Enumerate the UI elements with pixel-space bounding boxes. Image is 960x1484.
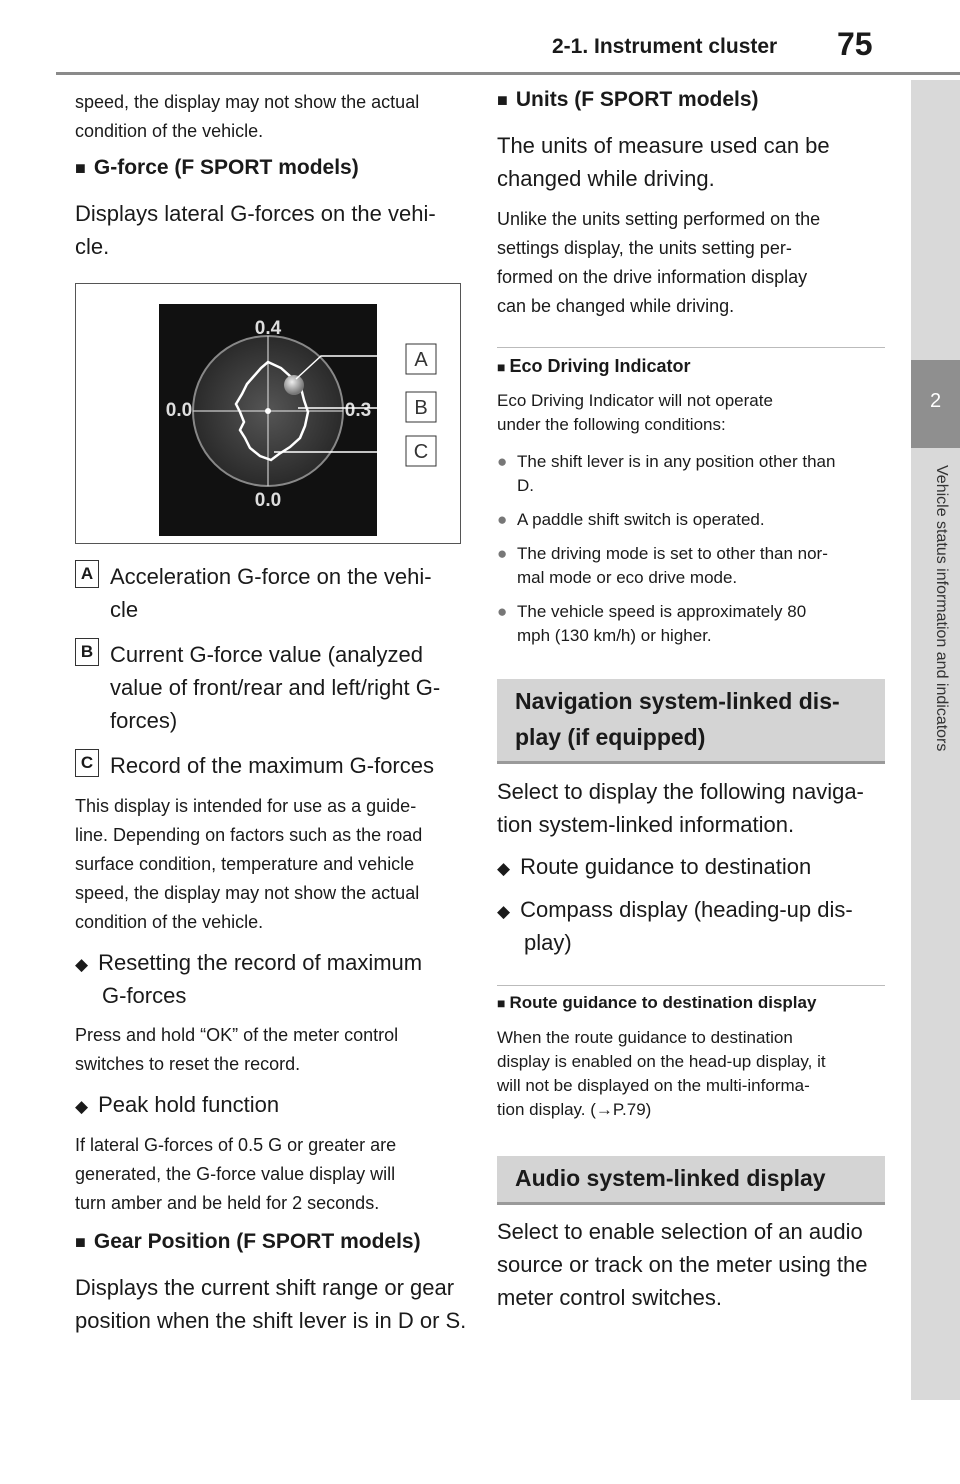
reset-heading-2: G-forces <box>102 983 187 1008</box>
route-heading: ■ Route guidance to destination display <box>497 993 816 1013</box>
units-note-1: Unlike the units setting performed on the <box>497 209 821 229</box>
peak-text-1: If lateral G-forces of 0.5 G or greater are <box>75 1135 397 1155</box>
units-note-3: formed on the drive information display <box>497 267 808 287</box>
nav-desc-2: tion system-linked information. <box>497 812 795 837</box>
gear-desc-1: Displays the current shift range or gear <box>75 1275 455 1300</box>
divider-route <box>497 985 885 986</box>
callout-c: C <box>413 441 429 463</box>
legend-key-b: B <box>75 638 99 666</box>
gear-desc-2: position when the shift lever is in D or S. <box>75 1308 467 1333</box>
gforce-figure <box>75 283 461 544</box>
figure-bottom-value: 0.0 <box>254 490 282 511</box>
legend-key-c: C <box>75 749 99 777</box>
note-line-5: condition of the vehicle. <box>75 912 264 932</box>
gforce-desc-2: cle. <box>75 234 110 259</box>
page-number: 75 <box>837 26 873 62</box>
route-text-1: When the route guidance to destination <box>497 1028 793 1047</box>
legend-b-line-3: forces) <box>110 708 178 733</box>
legend-key-a: A <box>75 560 99 588</box>
audio-title: Audio system-linked display <box>515 1165 826 1191</box>
reset-text-1: Press and hold “OK” of the meter control <box>75 1025 399 1045</box>
audio-desc-2: source or track on the meter using the <box>497 1252 868 1277</box>
figure-right-value: 0.3 <box>344 400 372 421</box>
eco-heading: ■ Eco Driving Indicator <box>497 356 691 377</box>
eco-bullet-1: ● The shift lever is in any position other than D. <box>497 450 907 498</box>
callout-a: A <box>414 349 428 371</box>
reset-text-2: switches to reset the record. <box>75 1054 301 1074</box>
legend-b-line-1: Current G-force value (analyzed <box>110 642 424 667</box>
peak-heading: ◆ Peak hold function <box>75 1088 279 1123</box>
legend-c-line-1: Record of the maximum G-forces <box>110 753 434 778</box>
audio-desc-1: Select to enable selection of an audio <box>497 1219 863 1244</box>
gforce-display-illustration <box>76 284 460 543</box>
units-desc-1: The units of measure used can be <box>497 133 830 158</box>
eco-text-1: Eco Driving Indicator will not operate <box>497 391 773 410</box>
chapter-label: Vehicle status information and indicators <box>933 465 950 752</box>
note-line-3: surface condition, temperature and vehicle <box>75 854 415 874</box>
route-text-2: display is enabled on the head-up display, it <box>497 1052 826 1071</box>
audio-desc-3: meter control switches. <box>497 1285 722 1310</box>
header-rule <box>56 72 960 75</box>
gear-heading: ■ Gear Position (F SPORT models) <box>75 1230 421 1254</box>
callout-b: B <box>414 397 428 419</box>
nav-item-compass-2: play) <box>524 930 572 955</box>
nav-item-route: ◆ Route guidance to destination <box>497 850 811 885</box>
divider-eco <box>497 347 885 348</box>
nav-title-2: play (if equipped) <box>515 724 706 750</box>
eco-bullet-2: ● A paddle shift switch is operated. <box>497 508 907 532</box>
nav-title-1: Navigation system-linked dis- <box>515 688 840 714</box>
units-note-4: can be changed while driving. <box>497 296 735 316</box>
chapter-number: 2 <box>929 390 942 412</box>
intro-line-2: condition of the vehicle. <box>75 121 264 141</box>
figure-top-value: 0.4 <box>254 318 282 339</box>
route-text-4: tion display. (→P.79) <box>497 1100 652 1119</box>
figure-left-value: 0.0 <box>165 400 193 421</box>
route-text-3: will not be displayed on the multi-informa- <box>497 1076 810 1095</box>
section-title: 2-1. Instrument cluster <box>552 35 778 58</box>
gforce-heading: ■ G-force (F SPORT models) <box>75 156 359 180</box>
units-desc-2: changed while driving. <box>497 166 715 191</box>
legend-b-line-2: value of front/rear and left/right G- <box>110 675 441 700</box>
note-line-1: This display is intended for use as a guide- <box>75 796 417 816</box>
peak-text-2: generated, the G-force value display will <box>75 1164 396 1184</box>
gforce-desc-1: Displays lateral G-forces on the vehi- <box>75 201 436 226</box>
nav-desc-1: Select to display the following naviga- <box>497 779 864 804</box>
legend-a-line-1: Acceleration G-force on the vehi- <box>110 564 432 589</box>
units-note-2: settings display, the units setting per- <box>497 238 792 258</box>
note-line-4: speed, the display may not show the actual <box>75 883 420 903</box>
eco-text-2: under the following conditions: <box>497 415 726 434</box>
units-heading: ■ Units (F SPORT models) <box>497 88 759 112</box>
eco-bullet-3: ● The driving mode is set to other than nor- mal mode or eco drive mode. <box>497 542 907 590</box>
reset-heading: ◆ Resetting the record of maximum <box>75 946 422 981</box>
note-line-2: line. Depending on factors such as the road <box>75 825 423 845</box>
peak-text-3: turn amber and be held for 2 seconds. <box>75 1193 380 1213</box>
nav-item-compass: ◆ Compass display (heading-up dis- <box>497 893 853 928</box>
intro-line-1: speed, the display may not show the actual <box>75 92 420 112</box>
legend-a-line-2: cle <box>110 597 139 622</box>
eco-bullet-4: ● The vehicle speed is approximately 80 mph (130 km/h) or higher. <box>497 600 907 648</box>
